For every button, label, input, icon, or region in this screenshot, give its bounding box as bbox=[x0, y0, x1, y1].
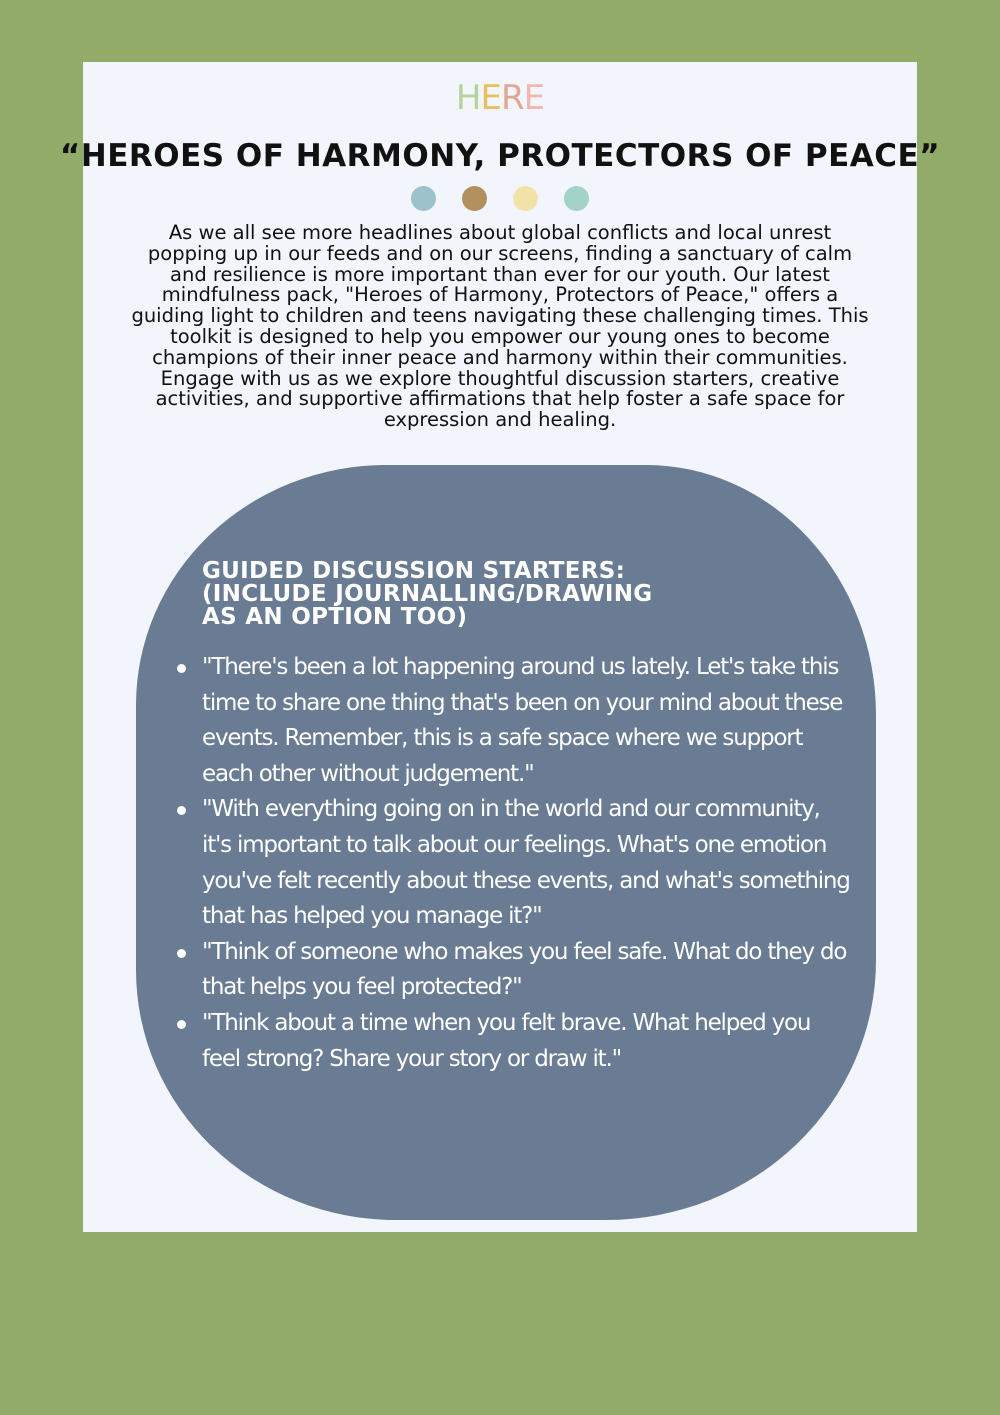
list-item bbox=[202, 935, 852, 1006]
list-item-text: "Think of someone who makes you feel safe. What do they do that helps you feel protected?" bbox=[202, 938, 847, 1001]
discussion-list bbox=[202, 650, 852, 1077]
bullet-icon bbox=[177, 1020, 186, 1029]
teal-dot bbox=[411, 186, 436, 211]
list-item bbox=[202, 1006, 852, 1077]
bullet-icon bbox=[177, 664, 186, 673]
list-item bbox=[202, 650, 852, 792]
list-item-text: "Think about a time when you felt brave. What helped you feel strong? Share your story or draw it." bbox=[202, 1009, 811, 1072]
yellow-dot bbox=[513, 186, 538, 211]
page-title: “HEROES OF HARMONY, PROTECTORS OF PEACE” bbox=[59, 138, 941, 174]
mint-dot bbox=[564, 186, 589, 211]
brown-dot bbox=[462, 186, 487, 211]
logo-letter: E bbox=[523, 78, 545, 118]
here-logo bbox=[0, 78, 1000, 118]
decorative-dots bbox=[0, 186, 1000, 212]
list-item-text: "With everything going on in the world and our community, it's important to talk about our feelings. What's one emotion you've felt recently about these events, and what's something that has helped you manage it?" bbox=[202, 796, 850, 930]
list-item-text: "There's been a lot happening around us lately. Let's take this time to share one thing that's been on your mind about these events. Remember, this is a safe space where we support each other without judgement." bbox=[202, 654, 843, 787]
section-heading: GUIDED DISCUSSION STARTERS: (INCLUDE JOURNALLING/DRAWING AS AN OPTION TOO) bbox=[202, 558, 653, 630]
intro-paragraph: As we all see more headlines about global conflicts and local unrest popping up in our feeds and on our screens, finding a sanctuary of calm and resilience is more important than ever for our youth. Our latest mindfulness pack, "Heroes of Harmony, Protectors of Peace," offers a guiding light to children and teens navigating these challenging times. This toolkit is designed to help you empower our young ones to become champions of their inner peace and harmony within their communities. Engage with us as we explore thoughtful discussion starters, creative activities, and supportive affirmations that help foster a safe space for expression and healing. bbox=[131, 221, 869, 432]
logo-letter: H bbox=[455, 78, 481, 118]
logo-letter: R bbox=[500, 78, 524, 118]
bullet-icon bbox=[177, 949, 186, 958]
logo-letter: E bbox=[480, 78, 501, 118]
list-item bbox=[202, 792, 852, 934]
